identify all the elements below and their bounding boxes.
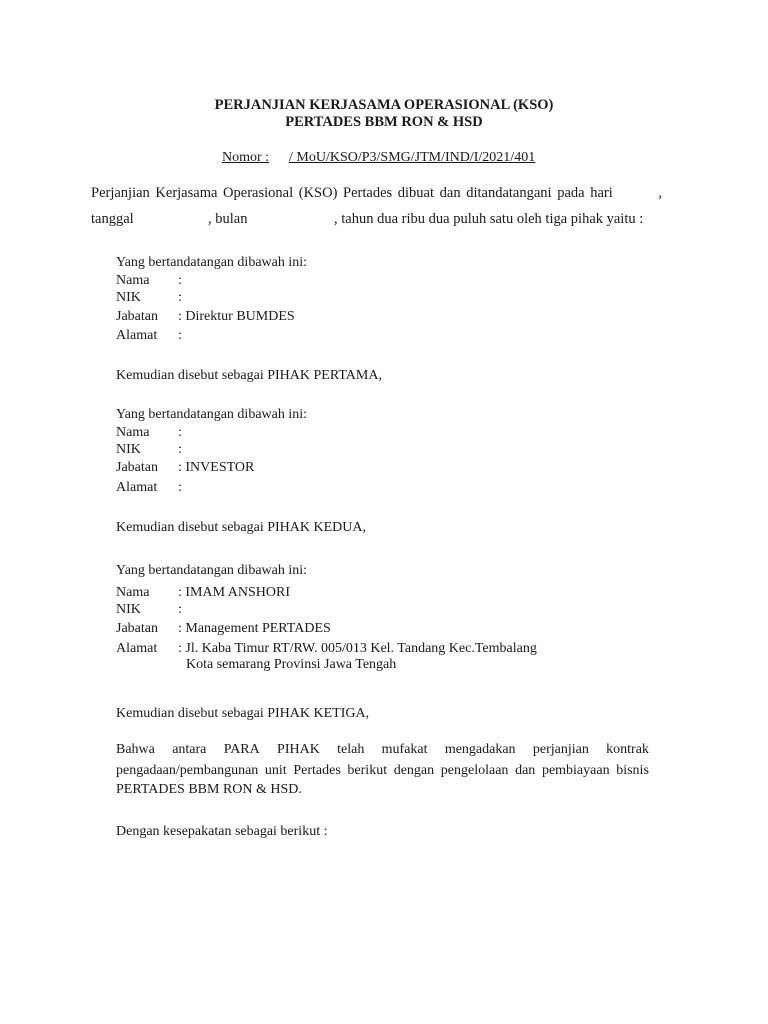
intro-line1 — [91, 185, 662, 202]
party1-alamat-value: : — [178, 328, 182, 343]
party3-nama-label: Nama — [116, 585, 150, 600]
party2-intro: Yang bertandatangan dibawah ini: — [116, 407, 308, 422]
party3-jabatan-value: : Management PERTADES — [178, 621, 331, 636]
party1-alamat-label: Alamat — [116, 328, 158, 343]
party1-nama-value: : — [178, 273, 182, 288]
document-title-line1: PERJANJIAN KERJASAMA OPERASIONAL (KSO) — [214, 97, 554, 113]
party2-closing: Kemudian disebut sebagai PIHAK KEDUA, — [116, 520, 367, 535]
agreement-word: dengan — [393, 763, 435, 778]
party3-alamat-line2: Kota semarang Provinsi Jawa Tengah — [186, 657, 397, 672]
party1-jabatan-label: Jabatan — [116, 309, 158, 324]
intro-word: dan — [439, 185, 461, 201]
agreement-word: Pertades — [293, 763, 341, 778]
agreement-line3: PERTADES BBM RON & HSD. — [116, 782, 302, 797]
party2-alamat-label: Alamat — [116, 480, 158, 495]
party1-nik-label: NIK — [116, 290, 141, 305]
agreement-line2 — [116, 763, 649, 779]
agreement-word: PIHAK — [277, 742, 320, 757]
agreement-word: mengadakan — [444, 742, 516, 757]
agreement-word: Bahwa — [116, 742, 155, 757]
intro-word: Pertades — [343, 185, 393, 201]
agreement-word: antara — [172, 742, 207, 757]
document-title-line2: PERTADES BBM RON & HSD — [285, 114, 483, 130]
intro-word: Perjanjian — [91, 185, 150, 201]
intro-word: , — [658, 185, 662, 201]
party1-jabatan-value: : Direktur BUMDES — [178, 309, 295, 324]
agreement-word: bisnis — [616, 763, 649, 778]
party1-closing: Kemudian disebut sebagai PIHAK PERTAMA, — [116, 368, 382, 383]
party2-jabatan-label: Jabatan — [116, 460, 158, 475]
party3-nama-value: : IMAM ANSHORI — [178, 585, 291, 600]
nomor-value: / MoU/KSO/P3/SMG/JTM/IND/I/2021/401 — [289, 150, 536, 165]
intro-rest: , tahun dua ribu dua puluh satu oleh tiga pihak yaitu : — [334, 211, 644, 227]
party1-nama-label: Nama — [116, 273, 150, 288]
intro-word: (KSO) — [298, 185, 338, 201]
agreement-word: pembiayaan — [541, 763, 610, 778]
party3-alamat-value: : Jl. Kaba Timur RT/RW. 005/013 Kel. Tandang Kec.Tembalang — [178, 641, 537, 656]
agreement-line1 — [116, 742, 649, 758]
agreement-word: mufakat — [381, 742, 428, 757]
party2-nik-label: NIK — [116, 442, 141, 457]
party1-nik-value: : — [178, 290, 182, 305]
closing-text: Dengan kesepakatan sebagai berikut : — [116, 824, 328, 839]
agreement-word: telah — [337, 742, 365, 757]
party2-nama-value: : — [178, 425, 182, 440]
party2-nik-value: : — [178, 442, 182, 457]
intro-tanggal: tanggal — [91, 211, 134, 227]
intro-word: Operasional — [223, 185, 294, 201]
party3-alamat-label: Alamat — [116, 641, 158, 656]
agreement-word: dan — [515, 763, 536, 778]
intro-bulan: , bulan — [208, 211, 248, 227]
party2-nama-label: Nama — [116, 425, 150, 440]
intro-word: dibuat — [397, 185, 435, 201]
party2-alamat-value: : — [178, 480, 182, 495]
party3-nik-value: : — [178, 602, 182, 617]
agreement-word: perjanjian — [532, 742, 589, 757]
agreement-word: pengelolaan — [440, 763, 509, 778]
agreement-word: berikut — [347, 763, 388, 778]
party2-jabatan-value: : INVESTOR — [178, 460, 255, 475]
party3-closing: Kemudian disebut sebagai PIHAK KETIGA, — [116, 706, 370, 721]
intro-word: Kerjasama — [155, 185, 218, 201]
agreement-word: PARA — [223, 742, 260, 757]
party3-nik-label: NIK — [116, 602, 141, 617]
intro-word: hari — [590, 185, 613, 201]
agreement-word: unit — [264, 763, 287, 778]
agreement-word: kontrak — [606, 742, 649, 757]
party3-jabatan-label: Jabatan — [116, 621, 158, 636]
party3-intro: Yang bertandatangan dibawah ini: — [116, 563, 308, 578]
intro-word: ditandatangani — [466, 185, 552, 201]
nomor-label: Nomor : — [222, 150, 270, 165]
agreement-word: pengadaan/pembangunan — [116, 763, 259, 778]
party1-intro: Yang bertandatangan dibawah ini: — [116, 255, 308, 270]
intro-word: pada — [557, 185, 585, 201]
